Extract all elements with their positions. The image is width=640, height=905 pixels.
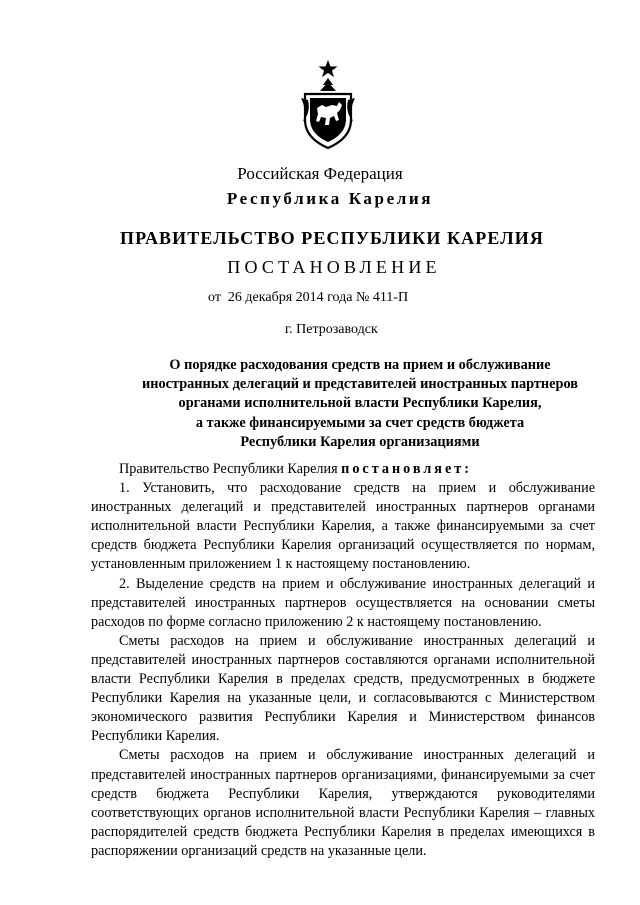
- intro-prefix: Правительство Республики Карелия: [119, 461, 342, 477]
- document-title: [140, 356, 580, 452]
- paragraph: 1. Установить, что расходование средств на прием и обслуживание иностранных делегаций и представителей иностранных партнеров органами исполнительной власти Республики Карелия, а также финансируемыми за счет средств бюджета Республики Карелия организаций осуществляется по нормам, установленным приложением 1 к настоящему постановлению.: [91, 480, 595, 573]
- country-name: Российская Федерация: [237, 164, 403, 183]
- karelia-coat-of-arms-icon: [299, 58, 357, 150]
- paragraph: 2. Выделение средств на прием и обслуживание иностранных делегаций и представителей иностранных партнеров осуществляется на основании сметы расходов по форме согласно приложению 2 к настоящему постановлению.: [91, 575, 595, 630]
- title-line: а также финансируемыми за счет средств бюджета: [195, 414, 525, 431]
- paragraph: Сметы расходов на прием и обслуживание иностранных делегаций и представителей иностранных партнеров составляются органами исполнительной власти Республики Карелия в пределах средств, предусмотренных в бюджете Республики Карелия на указанные цели, и согласовываются с Министерством экономического развития Республики Карелия и Министерством финансов Республики Карелия.: [91, 632, 595, 745]
- title-line: Республики Карелия организациями: [240, 433, 480, 450]
- title-line: органами исполнительной власти Республики Карелия,: [178, 395, 542, 412]
- document-body: [91, 460, 595, 861]
- republic-name: Республика Карелия: [226, 189, 434, 208]
- title-line: иностранных делегаций и представителей иностранных партнеров: [142, 376, 578, 393]
- decree-city: г. Петрозаводск: [285, 322, 378, 337]
- decree-type: ПОСТАНОВЛЕНИЕ: [227, 257, 441, 277]
- intro-paragraph: [91, 460, 595, 479]
- government-name: ПРАВИТЕЛЬСТВО РЕСПУБЛИКИ КАРЕЛИЯ: [120, 228, 544, 248]
- title-line: О порядке расходования средств на прием и обслуживание: [169, 357, 551, 373]
- decree-date: от 26 декабря 2014 года № 411-П: [208, 290, 409, 305]
- paragraph: Сметы расходов на прием и обслуживание иностранных делегаций и представителей иностранных партнеров организациями, финансируемыми за счет средств бюджета Республики Карелия, утверждаются руководителями соответствующих органов исполнительной власти Республики Карелия – главных распорядителей средств бюджета Республики Карелия в пределах имеющихся в распоряжении организаций средств на указанные цели.: [91, 747, 595, 859]
- intro-resolves: постановляет:: [341, 461, 472, 477]
